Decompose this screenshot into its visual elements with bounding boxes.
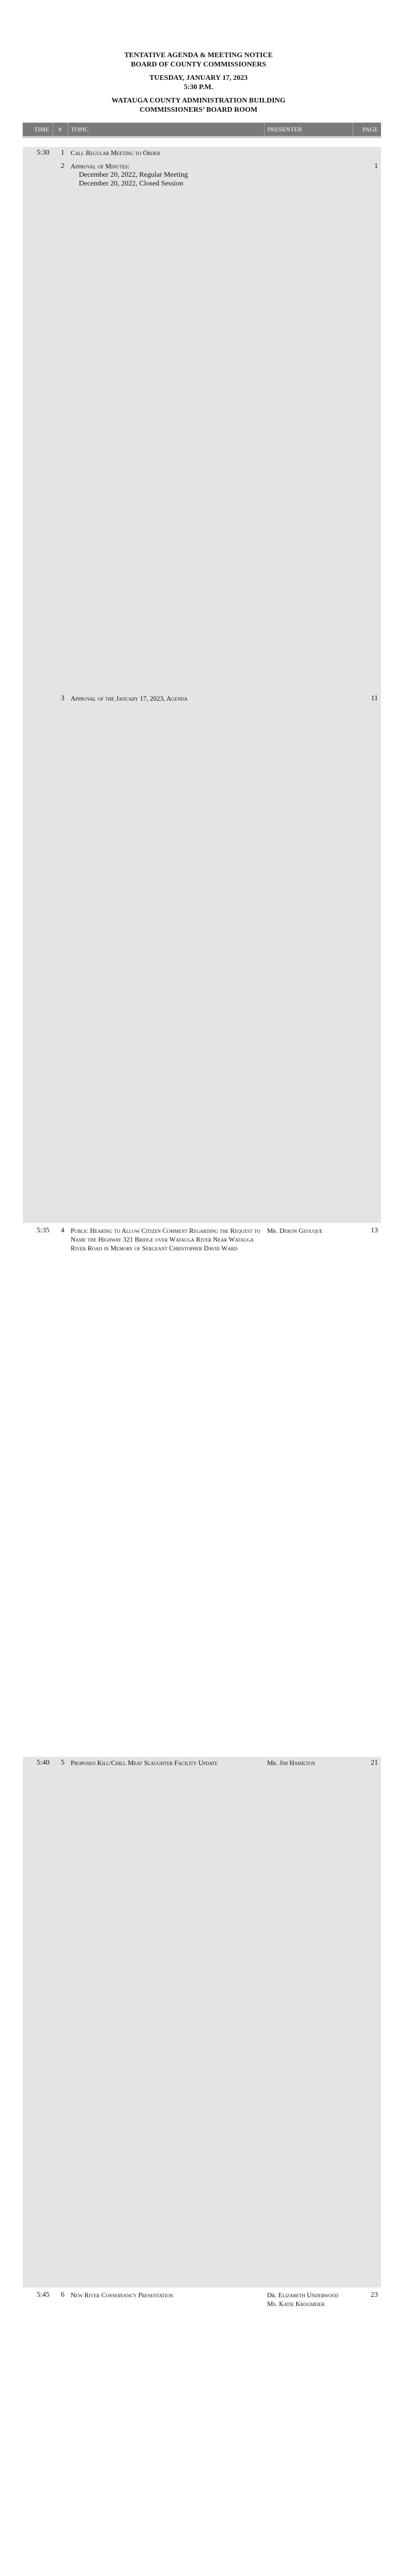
item-topic: Approval of the January 17, 2023, Agenda [68,691,264,1224]
table-header-row [23,123,381,137]
header-board: BOARD OF COUNTY COMMISSIONERS [0,60,397,70]
item-subline: December 20, 2022, Regular Meeting [71,171,261,179]
column-header-presenter: PRESENTER [264,123,353,137]
header-location: WATAUGA COUNTY ADMINISTRATION BUILDING [0,96,397,106]
column-header-number: # [53,123,68,137]
agenda-item-4 [23,1224,381,1756]
item-number: 1 [53,146,68,159]
header-room: COMMISSIONERS’ BOARD ROOM [0,106,397,115]
agenda-item-2 [23,159,381,691]
item-time: 5:35 [23,1224,53,1756]
item-time: 5:40 [23,1756,53,2289]
agenda-item-1 [23,146,381,159]
item-topic: Public Hearing to Allow Citizen Comment Regarding the Request to Name the Highway 321 Bridge over Watauga River Near Watauga River Road in Memory of Sergeant Christopher David Ward [68,1224,264,1756]
agenda-item-3 [23,691,381,1224]
column-header-page: PAGE [353,123,381,137]
item-number: 3 [53,691,68,1224]
item-topic-block [68,159,264,691]
item-presenter: Mr. Deron Geouque [264,1224,353,1756]
item-page: 13 [353,1224,381,1756]
column-header-topic: TOPIC [68,123,264,137]
item-topic: New River Conservancy Presentation [68,2289,264,2576]
agenda-page [0,0,397,528]
item-topic: Call Regular Meeting to Order [68,146,264,159]
item-presenter: Ms. Katie Krogmeier [267,2299,350,2308]
item-page: 11 [353,691,381,1224]
item-presenters [264,2289,353,2576]
item-number: 6 [53,2289,68,2576]
item-page: 1 [353,159,381,691]
item-time: 5:30 [23,146,53,159]
item-presenter: Mr. Jim Hamilton [264,1756,353,2289]
agenda-item-5 [23,1756,381,2289]
item-page: 21 [353,1756,381,2289]
item-presenter: Dr. Elizabeth Underwood [267,2291,350,2299]
agenda-item-6 [23,2289,381,2576]
header-time: 5:30 P.M. [0,83,397,92]
item-number: 5 [53,1756,68,2289]
header-title: TENTATIVE AGENDA & MEETING NOTICE [0,51,397,60]
item-time: 5:45 [23,2289,53,2576]
header-date: TUESDAY, JANUARY 17, 2023 [0,74,397,83]
agenda-header [0,51,397,115]
item-number: 4 [53,1224,68,1756]
item-topic: Proposed Kill/Chill Meat Slaughter Facility Update [68,1756,264,2289]
item-topic: Approval of Minutes: [71,162,261,171]
column-header-time: TIME [23,123,53,137]
item-number: 2 [53,159,68,691]
item-page: 23 [353,2289,381,2576]
agenda-table [23,123,381,2576]
item-subline: December 20, 2022, Closed Session [71,179,261,188]
